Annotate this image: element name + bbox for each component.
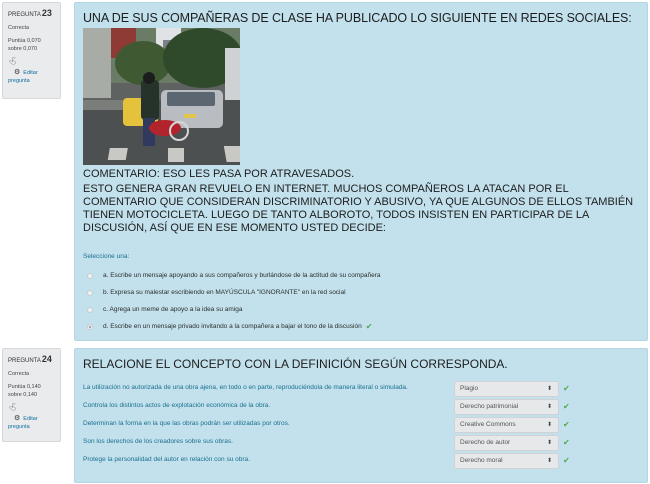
concept-select[interactable] (454, 417, 559, 433)
edit-question-link[interactable] (8, 69, 55, 85)
select-value: Derecho patrimonial (460, 403, 519, 410)
select-value: Creative Commons (460, 421, 516, 428)
edit-question-link[interactable] (8, 415, 55, 431)
definition-text: Determinan la forma en la que las obras podrán ser utilizadas por otros. (83, 420, 290, 427)
question-number (8, 354, 55, 366)
answer-text: a. Escribe un mensaje apoyando a sus compañeros y burlándose de la actitud de su compañera (103, 272, 381, 279)
select-value: Plagio (460, 385, 479, 392)
question-number-value: 23 (41, 8, 52, 18)
radio-button[interactable] (87, 290, 93, 296)
radio-button[interactable] (87, 273, 93, 279)
match-row (83, 416, 643, 434)
question-24 (0, 346, 650, 481)
definition-text: Son los derechos de los creadores sobre sus obras. (83, 438, 233, 445)
select-arrows-icon: ⬍ (546, 404, 552, 410)
select-prompt: Seleccione una: (83, 253, 130, 260)
correct-check-icon: ✔ (563, 384, 570, 393)
select-arrows-icon: ⬍ (546, 422, 552, 428)
select-value: Derecho de autor (460, 439, 511, 446)
grade-max: sobre 0,140 (8, 392, 38, 398)
definition-text: Controla los distintos actos de explotación económica de la obra. (83, 402, 271, 409)
question-state: Correcta (8, 25, 30, 31)
answer-text: b. Expresa su malestar escribiendo en MAYÚSCULA "IGNORANTE" en la red social (103, 289, 346, 296)
match-row (83, 380, 643, 398)
grade-score: Puntúa 0,140 (8, 384, 41, 390)
question-label: PREGUNTA (8, 358, 41, 364)
flag-icon[interactable]: ⛳︎ (8, 58, 17, 65)
correct-check-icon: ✔ (563, 420, 570, 429)
question-title: RELACIONE EL CONCEPTO CON LA DEFINICIÓN SEGÚN CORRESPONDA. (83, 357, 508, 371)
correct-check-icon: ✔ (563, 402, 570, 411)
correct-check-icon: ✔ (365, 322, 373, 331)
correct-check-icon: ✔ (563, 456, 570, 465)
definition-text: La utilización no autorizada de una obra ajena, en todo o en parte, reproduciéndola de manera literal o simulada. (83, 384, 408, 391)
correct-check-icon: ✔ (563, 438, 570, 447)
concept-select[interactable] (454, 435, 559, 451)
question-content (74, 348, 648, 483)
grade-max: sobre 0,070 (8, 46, 38, 52)
question-grade (8, 37, 55, 53)
definition-text: Protege la personalidad del autor en relación con su obra. (83, 456, 250, 463)
question-content (74, 2, 648, 341)
question-label: PREGUNTA (8, 12, 41, 18)
select-arrows-icon: ⬍ (546, 440, 552, 446)
question-info-panel (2, 348, 61, 442)
answer-text: c. Agrega un meme de apoyo a la idea su amiga (103, 306, 243, 313)
edit-question-label: Editar pregunta (8, 416, 38, 430)
answer-option-c[interactable] (85, 301, 381, 318)
select-arrows-icon: ⬍ (546, 458, 552, 464)
answer-option-a[interactable] (85, 267, 381, 284)
answer-options (85, 267, 381, 335)
answer-text: d. Escribe en un mensaje privado invitando a la compañera a bajar el tono de la discusión (103, 323, 362, 330)
question-info-panel (2, 2, 61, 99)
gear-icon: ⚙ (14, 415, 21, 422)
concept-select[interactable] (454, 453, 559, 469)
question-grade (8, 383, 55, 399)
select-value: Derecho moral (460, 457, 503, 464)
post-comment: COMENTARIO: ESO LES PASA POR ATRAVESADOS. (83, 168, 355, 180)
grade-score: Puntúa 0,070 (8, 38, 41, 44)
concept-select[interactable] (454, 399, 559, 415)
question-title: UNA DE SUS COMPAÑERAS DE CLASE HA PUBLICADO LO SIGUIENTE EN REDES SOCIALES: (83, 11, 632, 25)
question-state: Correcta (8, 371, 30, 377)
gear-icon: ⚙ (14, 69, 21, 76)
match-row (83, 434, 643, 452)
question-body: ESTO GENERA GRAN REVUELO EN INTERNET. MUCHOS COMPAÑEROS LA ATACAN POR EL COMENTARIO QUE CONSIDERAN DISCRIMINATORIO Y ABUSIVO, YA QUE ALGUNOS DE ELLOS TAMBIÉN TIENEN MOTOCICLETA. LUEGO DE TANTO ALBOROTO, TODOS INSISTEN EN PARTICIPAR DE LA DISCUSIÓN, ASÍ QUE EN ESE MOMENTO USTED DECIDE: (83, 183, 634, 234)
match-row (83, 452, 643, 470)
radio-button[interactable] (87, 307, 93, 313)
flag-icon[interactable]: ⛳︎ (8, 404, 17, 411)
concept-select[interactable] (454, 381, 559, 397)
answer-option-d[interactable] (85, 318, 381, 335)
answer-option-b[interactable] (85, 284, 381, 301)
question-number-value: 24 (41, 354, 52, 364)
matching-table (83, 380, 643, 470)
radio-button-selected[interactable] (87, 324, 93, 330)
edit-question-label: Editar pregunta (8, 70, 38, 84)
question-number (8, 8, 55, 20)
question-image (83, 28, 240, 165)
select-arrows-icon: ⬍ (546, 386, 552, 392)
match-row (83, 398, 643, 416)
